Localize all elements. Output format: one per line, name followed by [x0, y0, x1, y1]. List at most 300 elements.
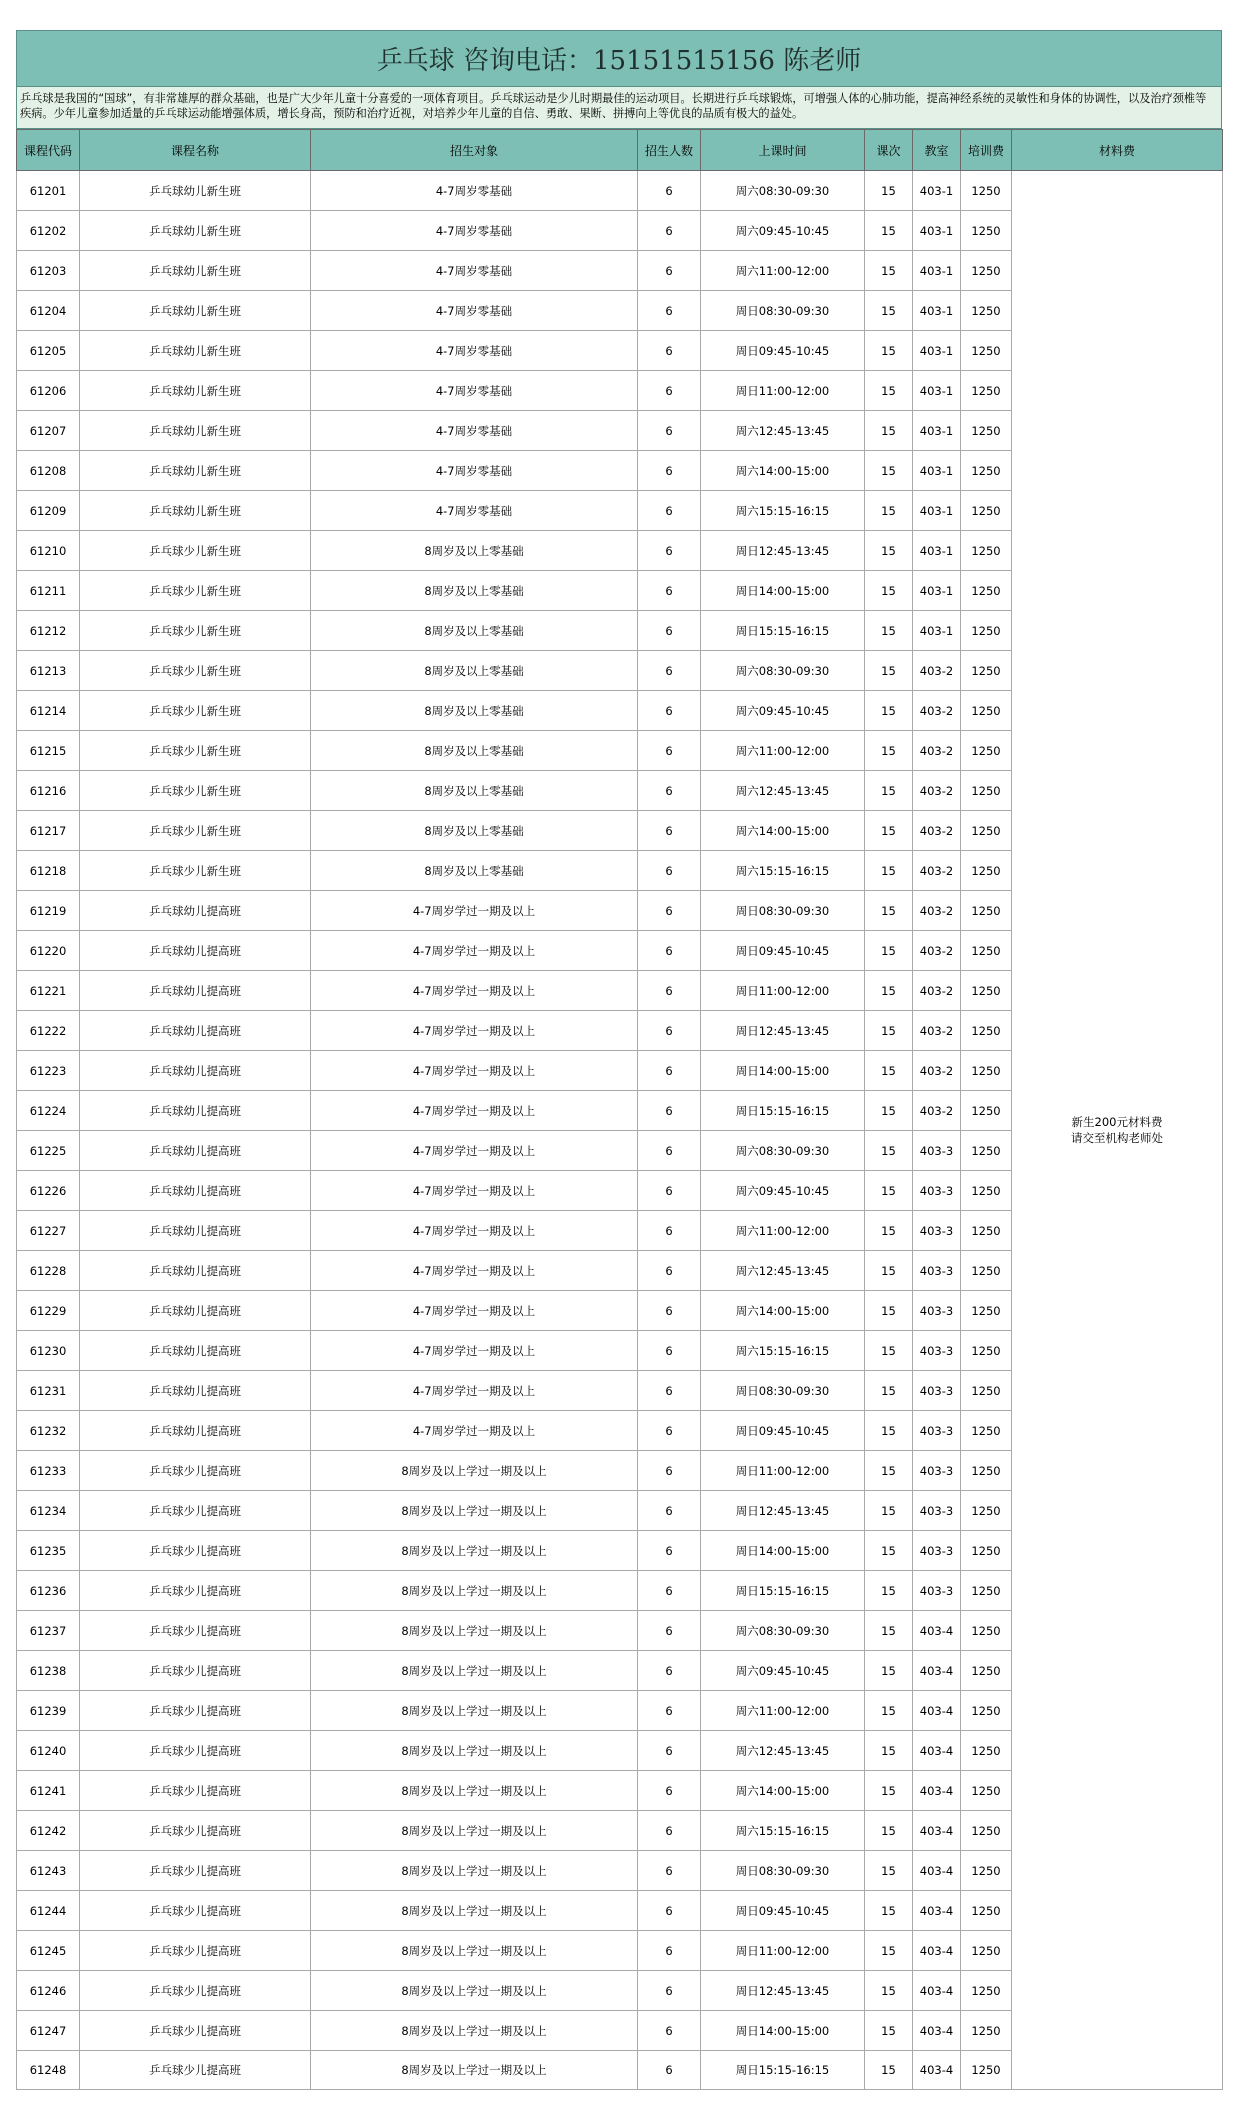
cell-sessions[interactable]: 15	[865, 731, 913, 771]
cell-tuition[interactable]: 1250	[961, 1891, 1012, 1931]
cell-enrollment[interactable]: 6	[638, 1731, 701, 1771]
cell-course-name[interactable]: 乒乓球少儿提高班	[80, 1971, 311, 2011]
cell-sessions[interactable]: 15	[865, 891, 913, 931]
cell-classroom[interactable]: 403-4	[913, 1891, 961, 1931]
cell-classroom[interactable]: 403-4	[913, 1771, 961, 1811]
cell-classroom[interactable]: 403-3	[913, 1571, 961, 1611]
cell-classroom[interactable]: 403-4	[913, 1931, 961, 1971]
cell-enrollment[interactable]: 6	[638, 411, 701, 451]
cell-course-name[interactable]: 乒乓球幼儿提高班	[80, 1211, 311, 1251]
cell-schedule[interactable]: 周六11:00-12:00	[701, 731, 865, 771]
cell-enrollment[interactable]: 6	[638, 1171, 701, 1211]
cell-course-code[interactable]: 61242	[17, 1811, 80, 1851]
cell-classroom[interactable]: 403-3	[913, 1331, 961, 1371]
cell-enrollment[interactable]: 6	[638, 1771, 701, 1811]
cell-enrollment[interactable]: 6	[638, 1411, 701, 1451]
cell-course-name[interactable]: 乒乓球少儿提高班	[80, 1571, 311, 1611]
cell-schedule[interactable]: 周日12:45-13:45	[701, 1011, 865, 1051]
cell-course-code[interactable]: 61219	[17, 891, 80, 931]
cell-tuition[interactable]: 1250	[961, 291, 1012, 331]
cell-course-name[interactable]: 乒乓球少儿新生班	[80, 651, 311, 691]
cell-sessions[interactable]: 15	[865, 1371, 913, 1411]
cell-course-code[interactable]: 61233	[17, 1451, 80, 1491]
cell-tuition[interactable]: 1250	[961, 1931, 1012, 1971]
cell-course-name[interactable]: 乒乓球幼儿提高班	[80, 1411, 311, 1451]
cell-enrollment[interactable]: 6	[638, 1531, 701, 1571]
cell-course-code[interactable]: 61226	[17, 1171, 80, 1211]
cell-tuition[interactable]: 1250	[961, 371, 1012, 411]
cell-course-code[interactable]: 61229	[17, 1291, 80, 1331]
cell-tuition[interactable]: 1250	[961, 1291, 1012, 1331]
cell-target[interactable]: 8周岁及以上学过一期及以上	[311, 1651, 638, 1691]
cell-enrollment[interactable]: 6	[638, 971, 701, 1011]
cell-enrollment[interactable]: 6	[638, 451, 701, 491]
cell-enrollment[interactable]: 6	[638, 1371, 701, 1411]
cell-sessions[interactable]: 15	[865, 1571, 913, 1611]
cell-enrollment[interactable]: 6	[638, 771, 701, 811]
cell-enrollment[interactable]: 6	[638, 1091, 701, 1131]
cell-schedule[interactable]: 周六11:00-12:00	[701, 1691, 865, 1731]
cell-target[interactable]: 4-7周岁学过一期及以上	[311, 1171, 638, 1211]
cell-schedule[interactable]: 周日14:00-15:00	[701, 571, 865, 611]
cell-sessions[interactable]: 15	[865, 1731, 913, 1771]
cell-target[interactable]: 4-7周岁学过一期及以上	[311, 1331, 638, 1371]
cell-tuition[interactable]: 1250	[961, 211, 1012, 251]
cell-sessions[interactable]: 15	[865, 211, 913, 251]
cell-sessions[interactable]: 15	[865, 1251, 913, 1291]
cell-tuition[interactable]: 1250	[961, 1691, 1012, 1731]
cell-course-code[interactable]: 61243	[17, 1851, 80, 1891]
cell-classroom[interactable]: 403-1	[913, 411, 961, 451]
cell-course-code[interactable]: 61203	[17, 251, 80, 291]
cell-course-name[interactable]: 乒乓球少儿提高班	[80, 1891, 311, 1931]
cell-sessions[interactable]: 15	[865, 651, 913, 691]
cell-sessions[interactable]: 15	[865, 691, 913, 731]
cell-course-name[interactable]: 乒乓球少儿提高班	[80, 1451, 311, 1491]
cell-course-name[interactable]: 乒乓球幼儿提高班	[80, 931, 311, 971]
cell-schedule[interactable]: 周日09:45-10:45	[701, 931, 865, 971]
cell-course-code[interactable]: 61204	[17, 291, 80, 331]
cell-tuition[interactable]: 1250	[961, 411, 1012, 451]
cell-target[interactable]: 8周岁及以上学过一期及以上	[311, 1571, 638, 1611]
cell-target[interactable]: 8周岁及以上零基础	[311, 531, 638, 571]
cell-target[interactable]: 8周岁及以上学过一期及以上	[311, 1891, 638, 1931]
cell-target[interactable]: 4-7周岁学过一期及以上	[311, 1211, 638, 1251]
cell-course-name[interactable]: 乒乓球幼儿新生班	[80, 171, 311, 211]
cell-course-name[interactable]: 乒乓球少儿提高班	[80, 1731, 311, 1771]
cell-classroom[interactable]: 403-3	[913, 1291, 961, 1331]
cell-schedule[interactable]: 周六08:30-09:30	[701, 171, 865, 211]
cell-target[interactable]: 4-7周岁零基础	[311, 411, 638, 451]
cell-course-name[interactable]: 乒乓球少儿提高班	[80, 1811, 311, 1851]
cell-sessions[interactable]: 15	[865, 1531, 913, 1571]
cell-course-name[interactable]: 乒乓球少儿提高班	[80, 2011, 311, 2051]
cell-enrollment[interactable]: 6	[638, 1211, 701, 1251]
cell-classroom[interactable]: 403-2	[913, 931, 961, 971]
cell-course-name[interactable]: 乒乓球幼儿新生班	[80, 291, 311, 331]
cell-material-fee[interactable]	[1012, 171, 1223, 2090]
cell-tuition[interactable]: 1250	[961, 811, 1012, 851]
cell-tuition[interactable]: 1250	[961, 651, 1012, 691]
cell-tuition[interactable]: 1250	[961, 1771, 1012, 1811]
cell-course-code[interactable]: 61209	[17, 491, 80, 531]
cell-course-name[interactable]: 乒乓球幼儿提高班	[80, 1051, 311, 1091]
cell-tuition[interactable]: 1250	[961, 1251, 1012, 1291]
cell-tuition[interactable]: 1250	[961, 531, 1012, 571]
cell-target[interactable]: 8周岁及以上零基础	[311, 771, 638, 811]
cell-classroom[interactable]: 403-4	[913, 1731, 961, 1771]
cell-schedule[interactable]: 周日15:15-16:15	[701, 2051, 865, 2090]
cell-target[interactable]: 8周岁及以上学过一期及以上	[311, 2011, 638, 2051]
cell-classroom[interactable]: 403-2	[913, 731, 961, 771]
cell-classroom[interactable]: 403-3	[913, 1131, 961, 1171]
cell-tuition[interactable]: 1250	[961, 1011, 1012, 1051]
cell-enrollment[interactable]: 6	[638, 1491, 701, 1531]
cell-course-name[interactable]: 乒乓球幼儿提高班	[80, 1011, 311, 1051]
header-course-code[interactable]: 课程代码	[17, 130, 80, 171]
cell-classroom[interactable]: 403-2	[913, 691, 961, 731]
cell-sessions[interactable]: 15	[865, 851, 913, 891]
cell-course-code[interactable]: 61225	[17, 1131, 80, 1171]
cell-course-name[interactable]: 乒乓球少儿新生班	[80, 571, 311, 611]
cell-course-code[interactable]: 61246	[17, 1971, 80, 2011]
cell-course-code[interactable]: 61214	[17, 691, 80, 731]
cell-course-name[interactable]: 乒乓球少儿提高班	[80, 1491, 311, 1531]
cell-schedule[interactable]: 周六08:30-09:30	[701, 651, 865, 691]
header-tuition[interactable]: 培训费	[961, 130, 1012, 171]
cell-target[interactable]: 8周岁及以上零基础	[311, 811, 638, 851]
cell-schedule[interactable]: 周日11:00-12:00	[701, 371, 865, 411]
cell-target[interactable]: 4-7周岁学过一期及以上	[311, 1291, 638, 1331]
cell-course-code[interactable]: 61237	[17, 1611, 80, 1651]
cell-course-name[interactable]: 乒乓球幼儿新生班	[80, 251, 311, 291]
cell-sessions[interactable]: 15	[865, 331, 913, 371]
cell-enrollment[interactable]: 6	[638, 371, 701, 411]
cell-enrollment[interactable]: 6	[638, 1571, 701, 1611]
cell-target[interactable]: 8周岁及以上零基础	[311, 571, 638, 611]
cell-schedule[interactable]: 周六15:15-16:15	[701, 1811, 865, 1851]
cell-course-name[interactable]: 乒乓球幼儿新生班	[80, 211, 311, 251]
cell-target[interactable]: 4-7周岁零基础	[311, 171, 638, 211]
cell-schedule[interactable]: 周日09:45-10:45	[701, 1891, 865, 1931]
cell-sessions[interactable]: 15	[865, 371, 913, 411]
cell-schedule[interactable]: 周日15:15-16:15	[701, 1091, 865, 1131]
cell-course-name[interactable]: 乒乓球幼儿提高班	[80, 1091, 311, 1131]
cell-course-code[interactable]: 61221	[17, 971, 80, 1011]
cell-schedule[interactable]: 周日11:00-12:00	[701, 1451, 865, 1491]
cell-schedule[interactable]: 周六09:45-10:45	[701, 1171, 865, 1211]
cell-classroom[interactable]: 403-2	[913, 1011, 961, 1051]
cell-enrollment[interactable]: 6	[638, 1851, 701, 1891]
cell-target[interactable]: 4-7周岁学过一期及以上	[311, 1131, 638, 1171]
cell-tuition[interactable]: 1250	[961, 1331, 1012, 1371]
cell-sessions[interactable]: 15	[865, 1971, 913, 2011]
cell-classroom[interactable]: 403-1	[913, 531, 961, 571]
cell-course-name[interactable]: 乒乓球少儿新生班	[80, 731, 311, 771]
cell-tuition[interactable]: 1250	[961, 1211, 1012, 1251]
cell-schedule[interactable]: 周六12:45-13:45	[701, 411, 865, 451]
cell-enrollment[interactable]: 6	[638, 731, 701, 771]
cell-course-name[interactable]: 乒乓球幼儿提高班	[80, 1371, 311, 1411]
cell-tuition[interactable]: 1250	[961, 491, 1012, 531]
cell-tuition[interactable]: 1250	[961, 931, 1012, 971]
cell-tuition[interactable]: 1250	[961, 1131, 1012, 1171]
cell-target[interactable]: 8周岁及以上学过一期及以上	[311, 1491, 638, 1531]
cell-target[interactable]: 8周岁及以上学过一期及以上	[311, 1531, 638, 1571]
cell-sessions[interactable]: 15	[865, 1011, 913, 1051]
cell-schedule[interactable]: 周六11:00-12:00	[701, 1211, 865, 1251]
cell-classroom[interactable]: 403-4	[913, 1851, 961, 1891]
header-course-name[interactable]: 课程名称	[80, 130, 311, 171]
cell-sessions[interactable]: 15	[865, 1131, 913, 1171]
cell-tuition[interactable]: 1250	[961, 1171, 1012, 1211]
cell-tuition[interactable]: 1250	[961, 1851, 1012, 1891]
cell-course-name[interactable]: 乒乓球少儿新生班	[80, 691, 311, 731]
cell-classroom[interactable]: 403-3	[913, 1251, 961, 1291]
cell-sessions[interactable]: 15	[865, 1611, 913, 1651]
cell-sessions[interactable]: 15	[865, 611, 913, 651]
cell-enrollment[interactable]: 6	[638, 571, 701, 611]
cell-course-name[interactable]: 乒乓球少儿新生班	[80, 611, 311, 651]
cell-schedule[interactable]: 周六14:00-15:00	[701, 451, 865, 491]
cell-classroom[interactable]: 403-1	[913, 491, 961, 531]
cell-schedule[interactable]: 周日14:00-15:00	[701, 1051, 865, 1091]
cell-course-code[interactable]: 61247	[17, 2011, 80, 2051]
cell-course-code[interactable]: 61207	[17, 411, 80, 451]
cell-tuition[interactable]: 1250	[961, 1371, 1012, 1411]
cell-tuition[interactable]: 1250	[961, 971, 1012, 1011]
cell-course-name[interactable]: 乒乓球幼儿新生班	[80, 331, 311, 371]
cell-course-code[interactable]: 61201	[17, 171, 80, 211]
cell-classroom[interactable]: 403-1	[913, 211, 961, 251]
cell-classroom[interactable]: 403-3	[913, 1491, 961, 1531]
cell-tuition[interactable]: 1250	[961, 1571, 1012, 1611]
cell-sessions[interactable]: 15	[865, 1331, 913, 1371]
cell-sessions[interactable]: 15	[865, 1691, 913, 1731]
cell-target[interactable]: 4-7周岁零基础	[311, 211, 638, 251]
cell-sessions[interactable]: 15	[865, 811, 913, 851]
cell-tuition[interactable]: 1250	[961, 1611, 1012, 1651]
cell-course-name[interactable]: 乒乓球少儿新生班	[80, 771, 311, 811]
cell-enrollment[interactable]: 6	[638, 1611, 701, 1651]
cell-course-code[interactable]: 61215	[17, 731, 80, 771]
cell-tuition[interactable]: 1250	[961, 731, 1012, 771]
cell-course-code[interactable]: 61208	[17, 451, 80, 491]
cell-schedule[interactable]: 周日15:15-16:15	[701, 611, 865, 651]
cell-course-name[interactable]: 乒乓球幼儿新生班	[80, 491, 311, 531]
cell-course-code[interactable]: 61216	[17, 771, 80, 811]
cell-schedule[interactable]: 周六14:00-15:00	[701, 1291, 865, 1331]
cell-tuition[interactable]: 1250	[961, 251, 1012, 291]
cell-target[interactable]: 4-7周岁学过一期及以上	[311, 1011, 638, 1051]
cell-course-name[interactable]: 乒乓球幼儿新生班	[80, 451, 311, 491]
cell-schedule[interactable]: 周六12:45-13:45	[701, 1251, 865, 1291]
cell-tuition[interactable]: 1250	[961, 1451, 1012, 1491]
cell-enrollment[interactable]: 6	[638, 1971, 701, 2011]
cell-enrollment[interactable]: 6	[638, 491, 701, 531]
cell-classroom[interactable]: 403-2	[913, 971, 961, 1011]
cell-classroom[interactable]: 403-1	[913, 171, 961, 211]
cell-schedule[interactable]: 周六14:00-15:00	[701, 811, 865, 851]
cell-enrollment[interactable]: 6	[638, 251, 701, 291]
cell-enrollment[interactable]: 6	[638, 331, 701, 371]
cell-target[interactable]: 8周岁及以上学过一期及以上	[311, 1931, 638, 1971]
cell-enrollment[interactable]: 6	[638, 1891, 701, 1931]
cell-tuition[interactable]: 1250	[961, 611, 1012, 651]
cell-enrollment[interactable]: 6	[638, 1011, 701, 1051]
cell-target[interactable]: 8周岁及以上学过一期及以上	[311, 1451, 638, 1491]
cell-tuition[interactable]: 1250	[961, 851, 1012, 891]
cell-course-code[interactable]: 61244	[17, 1891, 80, 1931]
cell-sessions[interactable]: 15	[865, 1451, 913, 1491]
cell-schedule[interactable]: 周日09:45-10:45	[701, 331, 865, 371]
header-target[interactable]: 招生对象	[311, 130, 638, 171]
cell-course-code[interactable]: 61202	[17, 211, 80, 251]
cell-schedule[interactable]: 周日08:30-09:30	[701, 1371, 865, 1411]
cell-target[interactable]: 8周岁及以上学过一期及以上	[311, 1811, 638, 1851]
cell-tuition[interactable]: 1250	[961, 1091, 1012, 1131]
cell-schedule[interactable]: 周六09:45-10:45	[701, 211, 865, 251]
cell-classroom[interactable]: 403-4	[913, 2051, 961, 2090]
cell-course-name[interactable]: 乒乓球少儿新生班	[80, 851, 311, 891]
cell-course-code[interactable]: 61213	[17, 651, 80, 691]
cell-sessions[interactable]: 15	[865, 771, 913, 811]
cell-enrollment[interactable]: 6	[638, 1331, 701, 1371]
cell-enrollment[interactable]: 6	[638, 1931, 701, 1971]
cell-course-code[interactable]: 61210	[17, 531, 80, 571]
cell-tuition[interactable]: 1250	[961, 571, 1012, 611]
cell-enrollment[interactable]: 6	[638, 611, 701, 651]
cell-schedule[interactable]: 周日14:00-15:00	[701, 2011, 865, 2051]
cell-course-code[interactable]: 61240	[17, 1731, 80, 1771]
cell-classroom[interactable]: 403-1	[913, 331, 961, 371]
cell-tuition[interactable]: 1250	[961, 2051, 1012, 2090]
cell-course-code[interactable]: 61211	[17, 571, 80, 611]
cell-schedule[interactable]: 周六09:45-10:45	[701, 691, 865, 731]
cell-sessions[interactable]: 15	[865, 291, 913, 331]
cell-schedule[interactable]: 周日08:30-09:30	[701, 1851, 865, 1891]
cell-enrollment[interactable]: 6	[638, 531, 701, 571]
cell-schedule[interactable]: 周六08:30-09:30	[701, 1611, 865, 1651]
cell-course-name[interactable]: 乒乓球幼儿新生班	[80, 411, 311, 451]
cell-target[interactable]: 8周岁及以上学过一期及以上	[311, 1971, 638, 2011]
cell-sessions[interactable]: 15	[865, 1491, 913, 1531]
cell-course-name[interactable]: 乒乓球少儿提高班	[80, 1611, 311, 1651]
cell-tuition[interactable]: 1250	[961, 1051, 1012, 1091]
cell-enrollment[interactable]: 6	[638, 691, 701, 731]
cell-course-name[interactable]: 乒乓球幼儿提高班	[80, 891, 311, 931]
cell-schedule[interactable]: 周六12:45-13:45	[701, 771, 865, 811]
header-schedule[interactable]: 上课时间	[701, 130, 865, 171]
cell-course-name[interactable]: 乒乓球少儿提高班	[80, 2051, 311, 2090]
cell-enrollment[interactable]: 6	[638, 811, 701, 851]
cell-enrollment[interactable]: 6	[638, 1691, 701, 1731]
cell-classroom[interactable]: 403-3	[913, 1171, 961, 1211]
cell-enrollment[interactable]: 6	[638, 211, 701, 251]
cell-target[interactable]: 8周岁及以上零基础	[311, 691, 638, 731]
cell-sessions[interactable]: 15	[865, 1811, 913, 1851]
cell-course-code[interactable]: 61227	[17, 1211, 80, 1251]
cell-schedule[interactable]: 周六15:15-16:15	[701, 491, 865, 531]
cell-course-name[interactable]: 乒乓球幼儿提高班	[80, 1171, 311, 1211]
cell-target[interactable]: 8周岁及以上零基础	[311, 651, 638, 691]
cell-schedule[interactable]: 周六08:30-09:30	[701, 1131, 865, 1171]
cell-schedule[interactable]: 周日11:00-12:00	[701, 1931, 865, 1971]
cell-course-code[interactable]: 61232	[17, 1411, 80, 1451]
cell-enrollment[interactable]: 6	[638, 2011, 701, 2051]
cell-target[interactable]: 4-7周岁学过一期及以上	[311, 931, 638, 971]
cell-course-code[interactable]: 61239	[17, 1691, 80, 1731]
cell-course-name[interactable]: 乒乓球少儿提高班	[80, 1651, 311, 1691]
cell-target[interactable]: 4-7周岁学过一期及以上	[311, 1051, 638, 1091]
cell-course-name[interactable]: 乒乓球幼儿提高班	[80, 971, 311, 1011]
cell-target[interactable]: 4-7周岁零基础	[311, 331, 638, 371]
cell-enrollment[interactable]: 6	[638, 891, 701, 931]
cell-classroom[interactable]: 403-2	[913, 891, 961, 931]
cell-course-code[interactable]: 61248	[17, 2051, 80, 2090]
cell-course-code[interactable]: 61220	[17, 931, 80, 971]
cell-tuition[interactable]: 1250	[961, 451, 1012, 491]
cell-sessions[interactable]: 15	[865, 411, 913, 451]
cell-target[interactable]: 4-7周岁学过一期及以上	[311, 1411, 638, 1451]
cell-course-code[interactable]: 61245	[17, 1931, 80, 1971]
cell-target[interactable]: 4-7周岁学过一期及以上	[311, 1251, 638, 1291]
cell-enrollment[interactable]: 6	[638, 291, 701, 331]
cell-classroom[interactable]: 403-2	[913, 651, 961, 691]
cell-sessions[interactable]: 15	[865, 1851, 913, 1891]
cell-target[interactable]: 4-7周岁学过一期及以上	[311, 891, 638, 931]
cell-course-name[interactable]: 乒乓球幼儿提高班	[80, 1251, 311, 1291]
cell-schedule[interactable]: 周日08:30-09:30	[701, 891, 865, 931]
cell-schedule[interactable]: 周六14:00-15:00	[701, 1771, 865, 1811]
cell-classroom[interactable]: 403-4	[913, 1971, 961, 2011]
cell-sessions[interactable]: 15	[865, 1651, 913, 1691]
cell-course-code[interactable]: 61224	[17, 1091, 80, 1131]
cell-target[interactable]: 4-7周岁零基础	[311, 251, 638, 291]
cell-schedule[interactable]: 周日12:45-13:45	[701, 1491, 865, 1531]
cell-course-code[interactable]: 61236	[17, 1571, 80, 1611]
cell-sessions[interactable]: 15	[865, 491, 913, 531]
cell-course-name[interactable]: 乒乓球少儿提高班	[80, 1931, 311, 1971]
cell-tuition[interactable]: 1250	[961, 331, 1012, 371]
cell-tuition[interactable]: 1250	[961, 1651, 1012, 1691]
cell-tuition[interactable]: 1250	[961, 691, 1012, 731]
cell-tuition[interactable]: 1250	[961, 2011, 1012, 2051]
cell-target[interactable]: 8周岁及以上零基础	[311, 731, 638, 771]
cell-tuition[interactable]: 1250	[961, 1411, 1012, 1451]
header-enrollment[interactable]: 招生人数	[638, 130, 701, 171]
cell-classroom[interactable]: 403-4	[913, 1811, 961, 1851]
cell-classroom[interactable]: 403-1	[913, 251, 961, 291]
cell-tuition[interactable]: 1250	[961, 171, 1012, 211]
cell-classroom[interactable]: 403-3	[913, 1371, 961, 1411]
cell-tuition[interactable]: 1250	[961, 1531, 1012, 1571]
cell-schedule[interactable]: 周日15:15-16:15	[701, 1571, 865, 1611]
cell-classroom[interactable]: 403-1	[913, 451, 961, 491]
cell-enrollment[interactable]: 6	[638, 1291, 701, 1331]
cell-sessions[interactable]: 15	[865, 251, 913, 291]
cell-target[interactable]: 4-7周岁学过一期及以上	[311, 1091, 638, 1131]
cell-classroom[interactable]: 403-1	[913, 371, 961, 411]
cell-course-code[interactable]: 61223	[17, 1051, 80, 1091]
cell-target[interactable]: 8周岁及以上零基础	[311, 611, 638, 651]
cell-sessions[interactable]: 15	[865, 971, 913, 1011]
cell-sessions[interactable]: 15	[865, 531, 913, 571]
cell-target[interactable]: 4-7周岁学过一期及以上	[311, 971, 638, 1011]
cell-classroom[interactable]: 403-2	[913, 1091, 961, 1131]
cell-schedule[interactable]: 周日08:30-09:30	[701, 291, 865, 331]
cell-sessions[interactable]: 15	[865, 2011, 913, 2051]
